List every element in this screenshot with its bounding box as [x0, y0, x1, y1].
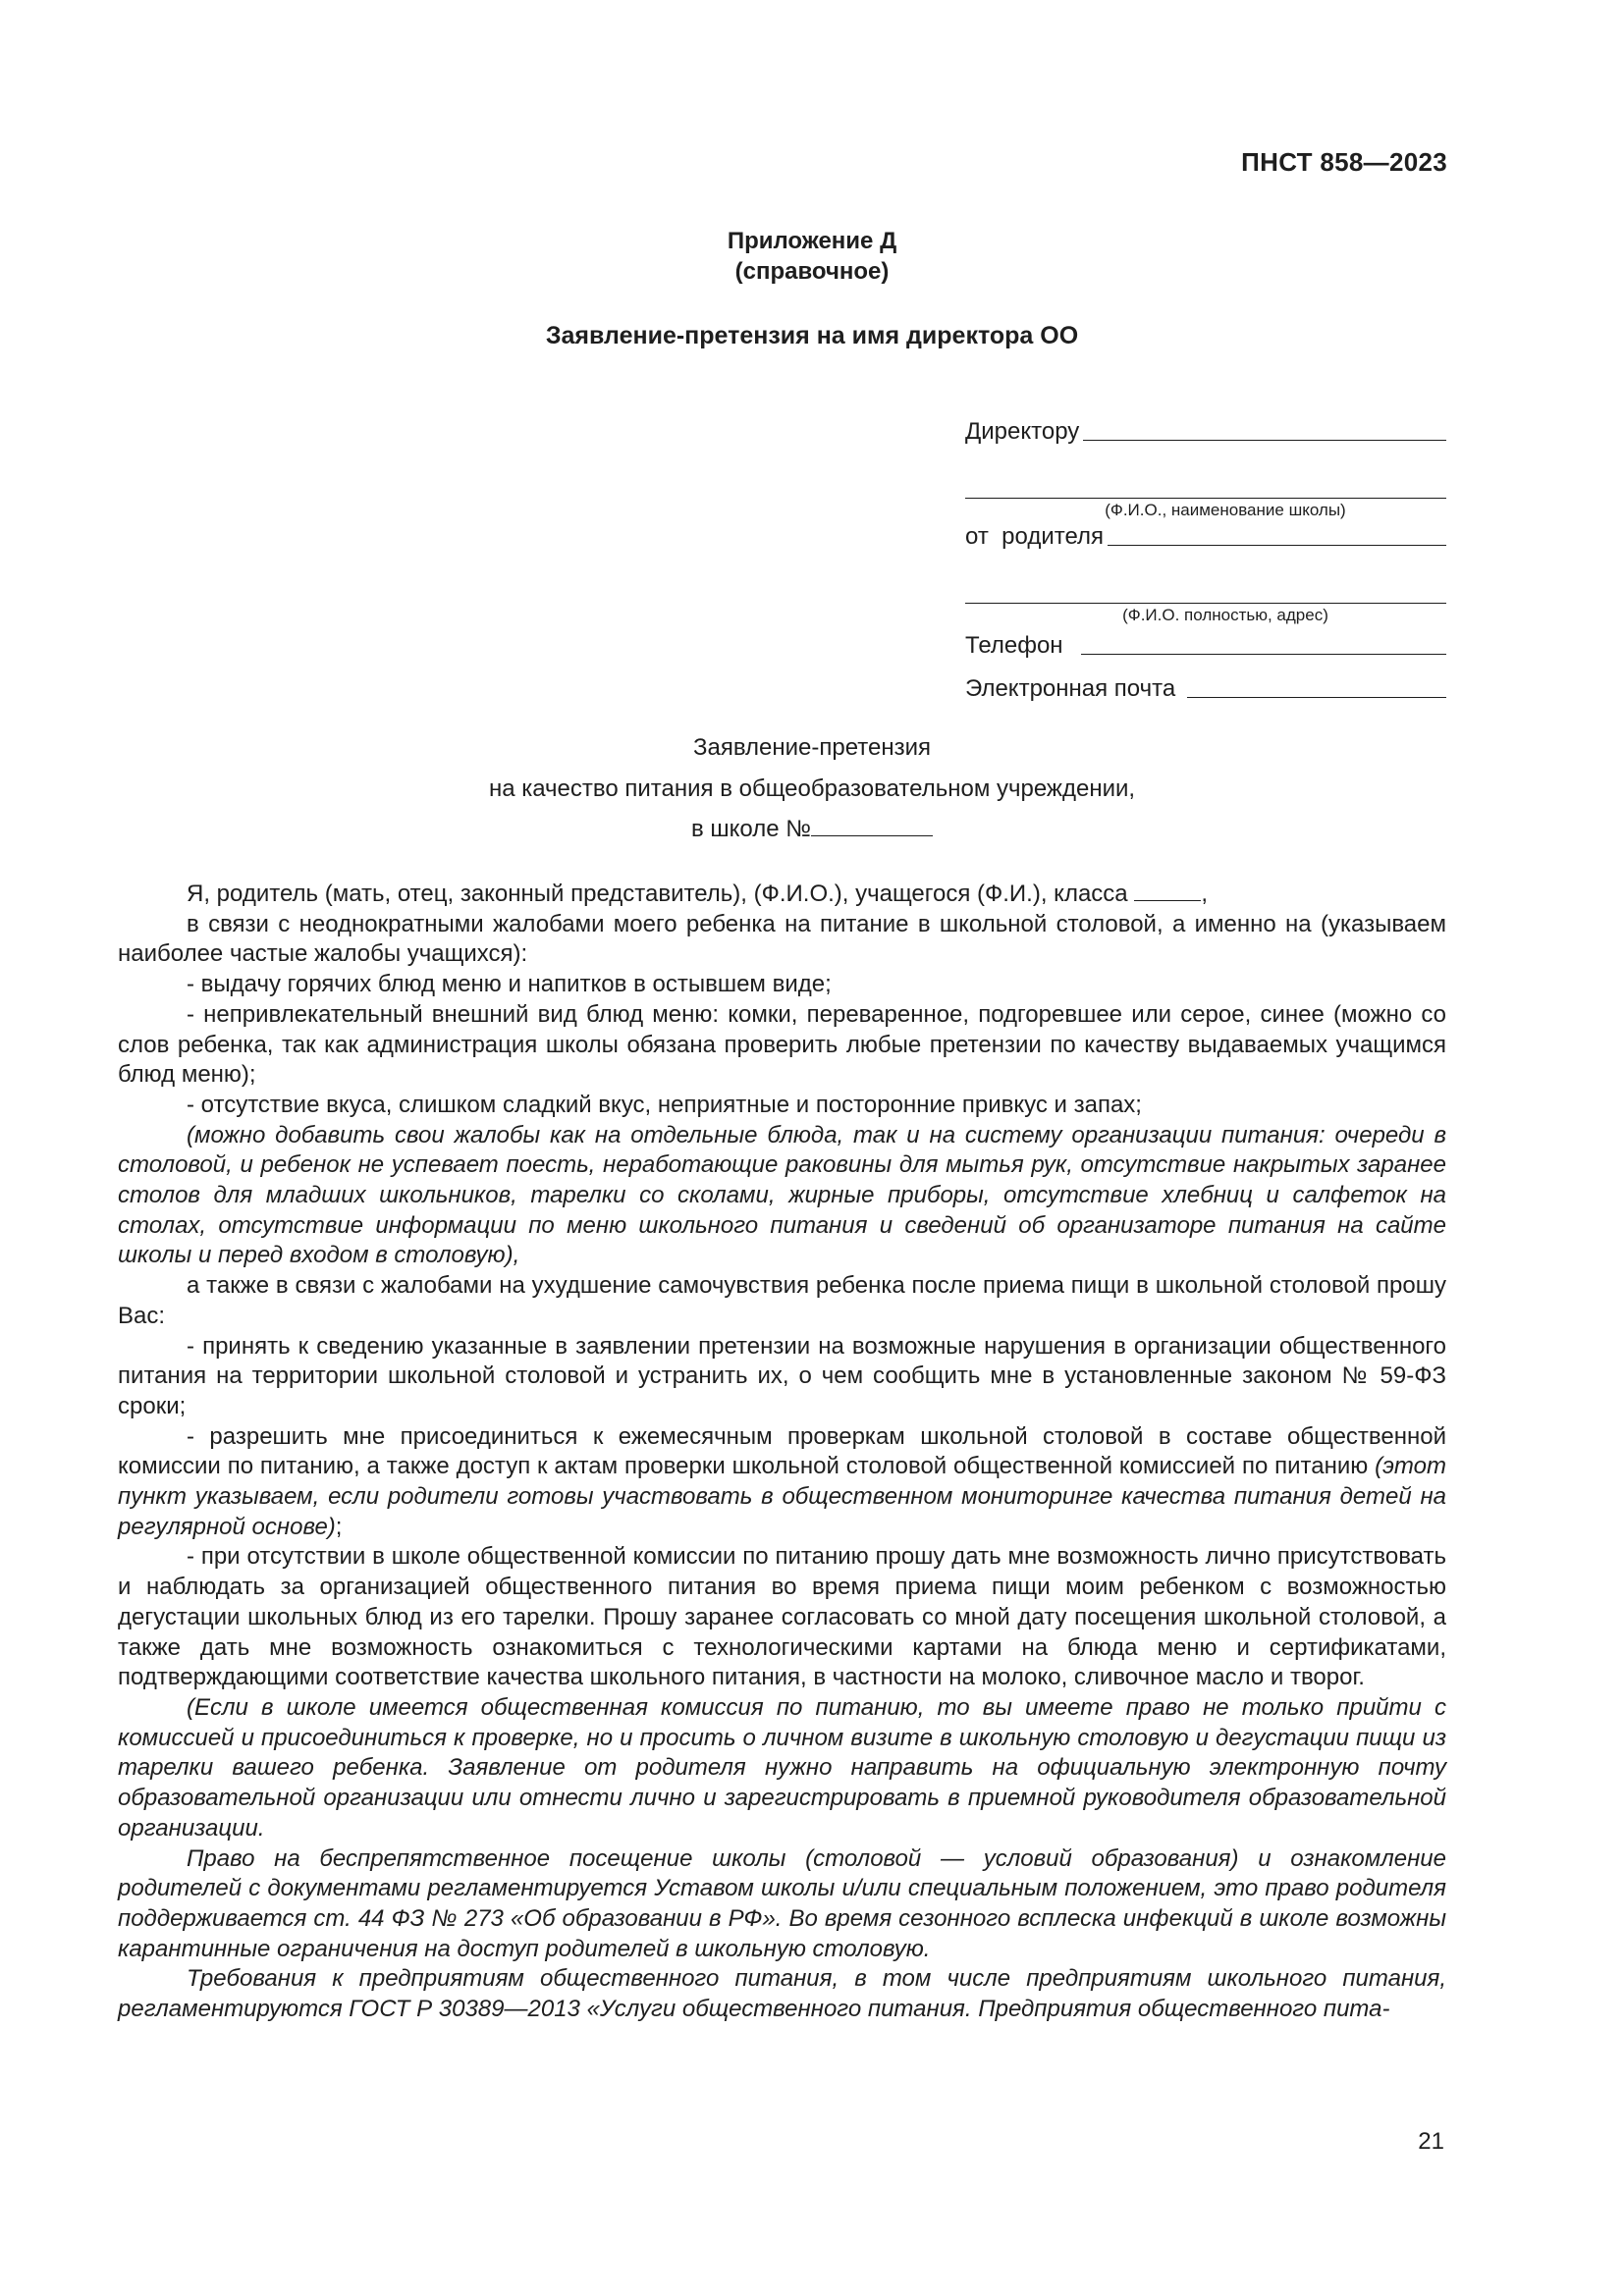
- director-row: [965, 412, 1446, 446]
- email-block: [965, 669, 1446, 703]
- paragraph-7: а также в связи с жалобами на ухудшение самочувствия ребенка после приема пищи в школьной столовой прошу Вас:: [118, 1272, 1446, 1329]
- email-row: [965, 669, 1446, 703]
- paragraph-5: - отсутствие вкуса, слишком сладкий вкус, неприятные и посторонние привкус и запах;: [187, 1091, 1142, 1118]
- director-label: Директору: [965, 418, 1080, 445]
- paragraph-3: - выдачу горячих блюд меню и напитков в остывшем виде;: [187, 971, 832, 998]
- paragraph-10: - при отсутствии в школе общественной комиссии по питанию прошу дать мне возможность лично присутствовать и наблюдать за организацией общественного питания во время приема пищи моим ребенком с возможностью дегустации школьных блюд из его тарелки. Прошу заранее согласовать со мной дату посещения школьной столовой, а также дать мне возможность ознакомиться с технологическими картами на блюда меню и сертификатами, подтверждающими соответствие качества школьного питания, в частности на молоко, сливочное масло и творог.: [118, 1543, 1446, 1691]
- statement-line-1: Заявление-претензия: [692, 734, 931, 761]
- paragraph-6: (можно добавить свои жалобы как на отдельные блюда, так и на систему организации питания: очереди в столовой, и ребенок не успевает поесть, неработающие раковины для мытья рук, отсутствие накрытых заранее столов для младших школьников, тарелки со сколами, жирные приборы, отсутствие хлебниц и салфеток на столах, отсутствие информации по меню школьного питания и сведений об организаторе питания на сайте школы и перед входом в столовую),: [118, 1121, 1446, 1269]
- document-title: Заявление-претензия на имя директора ОО: [545, 322, 1079, 349]
- paragraph-11: (Если в школе имеется общественная комиссия по питанию, то вы имеете право не только прийти с комиссией и присоединиться к проверке, но и просить о личном визите в школьную столовую и дегустации пищи из тарелки вашего ребенка. Заявление от родителя нужно направить на официальную электронную почту образовательной организации или отнести лично и зарегистрировать в приемной руководителя образовательной организации.: [118, 1693, 1446, 1842]
- school-number-blank: [811, 814, 933, 836]
- paragraph-1-text: Я, родитель (мать, отец, законный представитель), (Ф.И.О.), учащегося (Ф.И.), класса: [187, 881, 1128, 907]
- document-body: [118, 880, 1446, 2025]
- phone-label: Телефон: [965, 632, 1063, 659]
- statement-line-2: на качество питания в общеобразовательном учреждении,: [488, 775, 1136, 802]
- paragraph-4: - непривлекательный внешний вид блюд меню: комки, переваренное, подгоревшее или серое, синее (можно со слов ребенка, так как администрация школы обязана проверить любые претензии по качеству выдаваемых учащимся блюд меню);: [118, 1000, 1446, 1089]
- phone-row: [965, 626, 1446, 660]
- class-blank: [1134, 881, 1201, 901]
- from-blank: [1108, 545, 1446, 546]
- paragraph-2: в связи с неоднократными жалобами моего ребенка на питание в школьной столовой, а именно на (указываем наиболее частые жалобы учащихся):: [118, 910, 1446, 968]
- address-block: [965, 412, 1446, 520]
- email-label: Электронная почта: [965, 675, 1176, 702]
- paragraph-13: Требования к предприятиям общественного питания, в том числе предприятиям школьного питания, регламентируются ГОСТ Р 30389—2013 «Услуги общественного питания. Предприятия общественного пита-: [118, 1965, 1446, 2023]
- phone-block: [965, 626, 1446, 660]
- phone-blank: [1081, 654, 1446, 655]
- paragraph-8: - принять к сведению указанные в заявлении претензии на возможные нарушения в организации общественного питания на территории школьной столовой и устранить их, о чем сообщить мне в установленные законом № 59-ФЗ сроки;: [118, 1332, 1446, 1419]
- director-blank-line: [965, 465, 1446, 499]
- appendix-title: Приложение Д: [727, 228, 897, 254]
- from-block: [965, 517, 1446, 625]
- email-blank: [1187, 697, 1446, 698]
- paragraph-1: [118, 880, 1446, 910]
- paragraph-1-end: ,: [1201, 881, 1208, 907]
- paragraph-9-italic: (этот пункт указываем, если родители готовы участвовать в общественном мониторинге качества питания детей на регулярной основе): [118, 1453, 1446, 1540]
- from-label: от родителя: [965, 523, 1104, 550]
- paragraph-9: [118, 1422, 1446, 1543]
- statement-line-3: [0, 814, 1624, 843]
- document-code: ПНСТ 858—2023: [1241, 147, 1447, 177]
- from-hint: (Ф.И.О. полностью, адрес): [1122, 606, 1328, 624]
- paragraph-9-end: ;: [335, 1513, 343, 1540]
- school-number-label: в школе №: [690, 816, 812, 842]
- director-hint: (Ф.И.О., наименование школы): [1105, 501, 1346, 519]
- from-blank-line: [965, 570, 1446, 604]
- director-blank: [1083, 440, 1446, 441]
- from-row: [965, 517, 1446, 551]
- paragraph-12: Право на беспрепятственное посещение школы (столовой — условий образования) и ознакомление родителей с документами регламентируется Уставом школы и/или специальным положением, это право родителя поддерживается ст. 44 ФЗ № 273 «Об образовании в РФ». Во время сезонного всплеска инфекций в школе возможны карантинные ограничения на доступ родителей в школьную столовую.: [118, 1844, 1446, 1962]
- appendix-subtitle: (справочное): [734, 258, 890, 285]
- page-number: 21: [1418, 2128, 1444, 2155]
- paragraph-9-text: - разрешить мне присоединиться к ежемесячным проверкам школьной столовой в составе общественной комиссии по питанию, а также доступ к актам проверки школьной столовой общественной комиссией по питанию: [118, 1422, 1446, 1480]
